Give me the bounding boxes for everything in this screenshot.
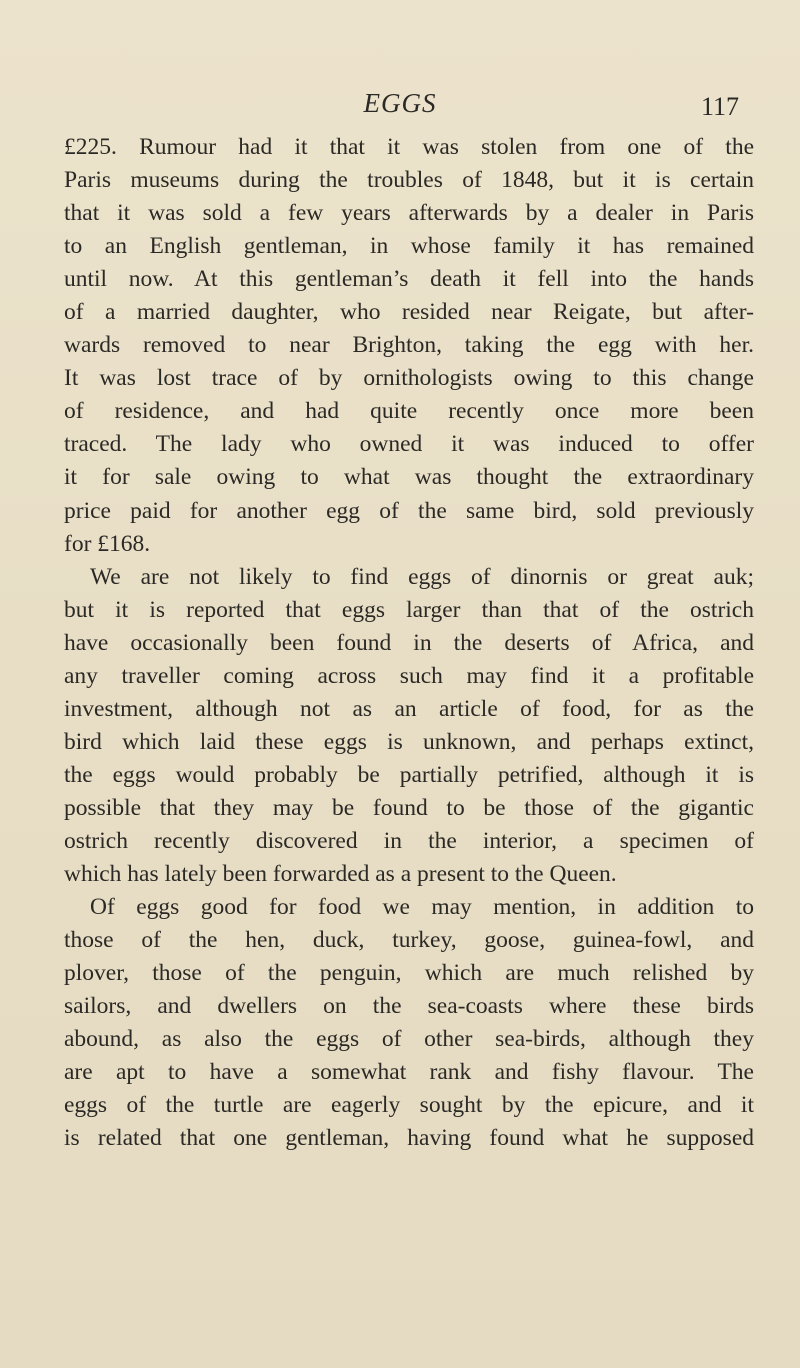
text-line: until now. At this gentleman’s death it fell into the hands [64, 266, 754, 293]
page-header [0, 88, 800, 128]
text-line: is related that one gentleman, having found what he supposed [64, 1125, 754, 1152]
text-line: ostrich recently discovered in the interior, a specimen of [64, 827, 754, 854]
text-line: those of the hen, duck, turkey, goose, guinea-fowl, and [64, 927, 754, 954]
text-line: the eggs would probably be partially petrified, although it is [64, 761, 754, 788]
text-line: plover, those of the penguin, which are much relished by [64, 960, 754, 987]
text-line: that it was sold a few years afterwards by a dealer in Paris [64, 200, 754, 227]
page-number: 117 [700, 92, 739, 121]
text-line: bird which laid these eggs is unknown, and perhaps extinct, [64, 728, 754, 755]
text-line: for £168. [64, 530, 151, 557]
text-line: Paris museums during the troubles of 1848, but it is certain [64, 167, 754, 194]
running-head: EGGS [363, 88, 437, 118]
text-line: of a married daughter, who resided near Reigate, but after- [64, 299, 754, 326]
text-line: to an English gentleman, in whose family it has remained [64, 233, 754, 260]
text-line: It was lost trace of by ornithologists owing to this change [64, 365, 754, 392]
text-line: traced. The lady who owned it was induced to offer [64, 431, 754, 458]
text-line: which has lately been forwarded as a present to the Queen. [64, 861, 617, 888]
text-line: We are not likely to find eggs of dinornis or great auk; [90, 563, 754, 590]
text-line: it for sale owing to what was thought the extraordinary [64, 464, 754, 491]
text-line: wards removed to near Brighton, taking the egg with her. [64, 332, 754, 359]
text-line: possible that they may be found to be those of the gigantic [64, 794, 754, 821]
text-line: eggs of the turtle are eagerly sought by the epicure, and it [64, 1092, 754, 1119]
text-line: but it is reported that eggs larger than that of the ostrich [64, 596, 754, 623]
text-line: any traveller coming across such may find it a profitable [64, 662, 754, 689]
text-line: abound, as also the eggs of other sea-birds, although they [64, 1026, 754, 1053]
text-line: investment, although not as an article of food, for as the [64, 695, 754, 722]
text-line: Of eggs good for food we may mention, in addition to [90, 894, 754, 921]
body-text [64, 131, 754, 1155]
text-line: have occasionally been found in the deserts of Africa, and [64, 629, 754, 656]
text-line: are apt to have a somewhat rank and fishy flavour. The [64, 1059, 754, 1086]
text-line: of residence, and had quite recently once more been [64, 398, 754, 425]
text-line: £225. Rumour had it that it was stolen from one of the [64, 134, 754, 160]
text-line: sailors, and dwellers on the sea-coasts where these birds [64, 993, 754, 1020]
text-line: price paid for another egg of the same bird, sold previously [64, 497, 754, 524]
